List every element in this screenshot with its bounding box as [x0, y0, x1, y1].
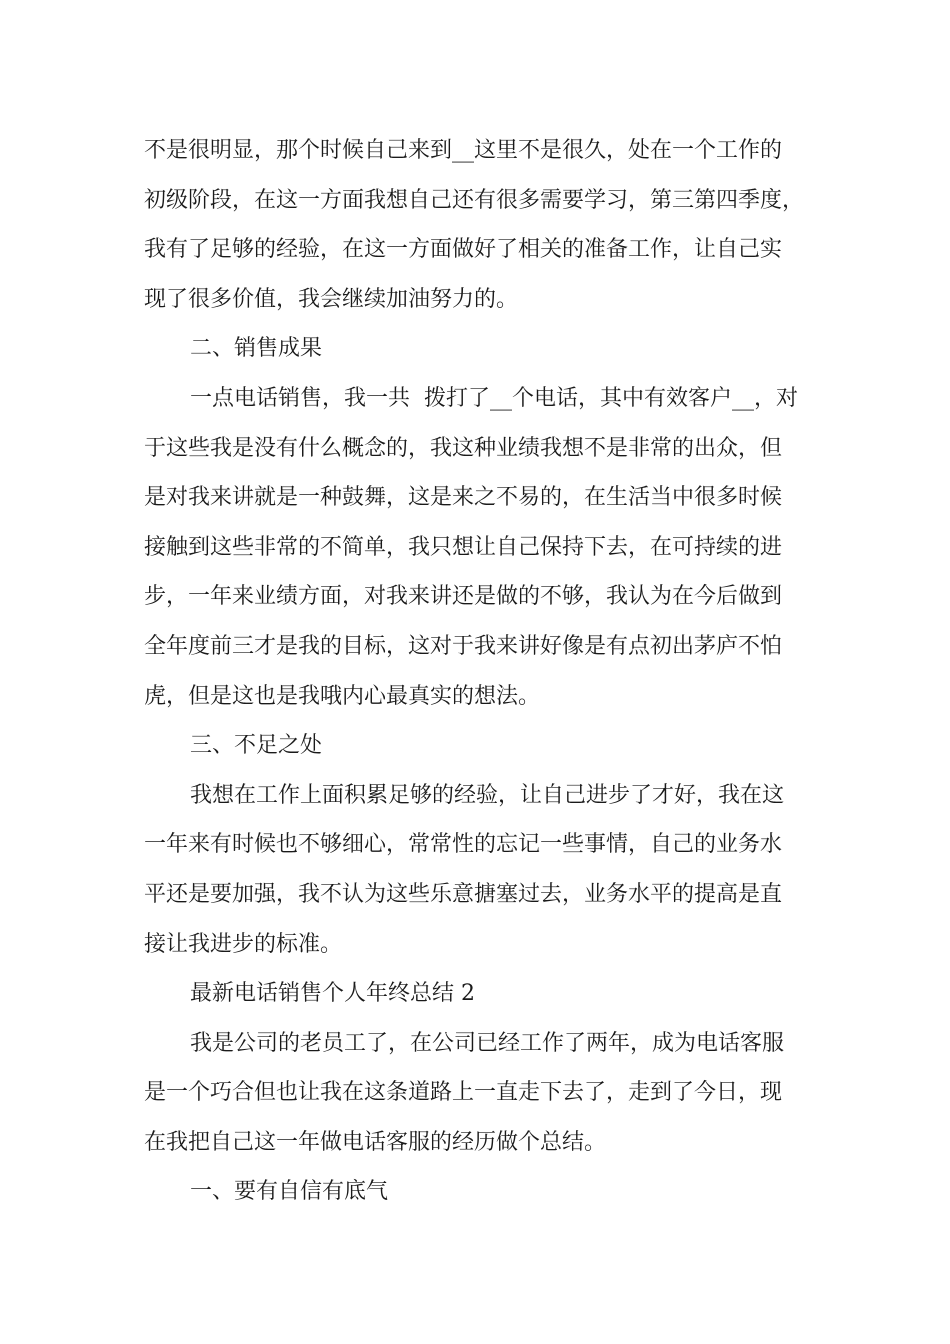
- text-line: 接触到这些非常的不简单，我只想让自己保持下去，在可持续的进: [144, 534, 783, 560]
- text-line: 步，一年来业绩方面，对我来讲还是做的不够，我认为在今后做到: [144, 584, 783, 610]
- text-line: 于这些我是没有什么概念的，我这种业绩我想不是非常的出众，但: [144, 435, 783, 461]
- document-body: [144, 126, 824, 1217]
- section-heading: 二、销售成果: [190, 336, 323, 362]
- text-line: 一年来有时候也不够细心，常常性的忘记一些事情，自己的业务水: [144, 832, 783, 858]
- text-line: 初级阶段，在这一方面我想自己还有很多需要学习，第三第四季度，: [144, 187, 805, 213]
- text-line: 我是公司的老员工了，在公司已经工作了两年，成为电话客服: [190, 1030, 785, 1056]
- text-line: 是对我来讲就是一种鼓舞，这是来之不易的，在生活当中很多时候: [144, 485, 783, 511]
- text-line: 现了很多价值，我会继续加油努力的。: [144, 286, 519, 312]
- document-subtitle: 最新电话销售个人年终总结 2: [190, 981, 475, 1007]
- text-line: 我有了足够的经验，在这一方面做好了相关的准备工作，让自己实: [144, 237, 783, 263]
- text-line: 平还是要加强，我不认为这些乐意搪塞过去，业务水平的提高是直: [144, 881, 783, 907]
- text-line: 接让我进步的标准。: [144, 931, 343, 957]
- text-line: 在我把自己这一年做电话客服的经历做个总结。: [144, 1129, 607, 1155]
- text-line: 虎，但是这也是我哦内心最真实的想法。: [144, 683, 541, 709]
- text-line: 不是很明显，那个时候自己来到__这里不是很久，处在一个工作的: [144, 138, 783, 163]
- text-line: 全年度前三才是我的目标，这对于我来讲好像是有点初出茅庐不怕: [144, 633, 783, 659]
- section-heading: 一、要有自信有底气: [190, 1179, 389, 1205]
- text-line: 是一个巧合但也让我在这条道路上一直走下去了，走到了今日，现: [144, 1080, 783, 1106]
- text-line: 一点电话销售，我一共 拨打了__个电话，其中有效客户__，对: [190, 385, 798, 411]
- section-heading: 三、不足之处: [190, 733, 323, 759]
- text-line: 我想在工作上面积累足够的经验，让自己进步了才好，我在这: [190, 782, 785, 808]
